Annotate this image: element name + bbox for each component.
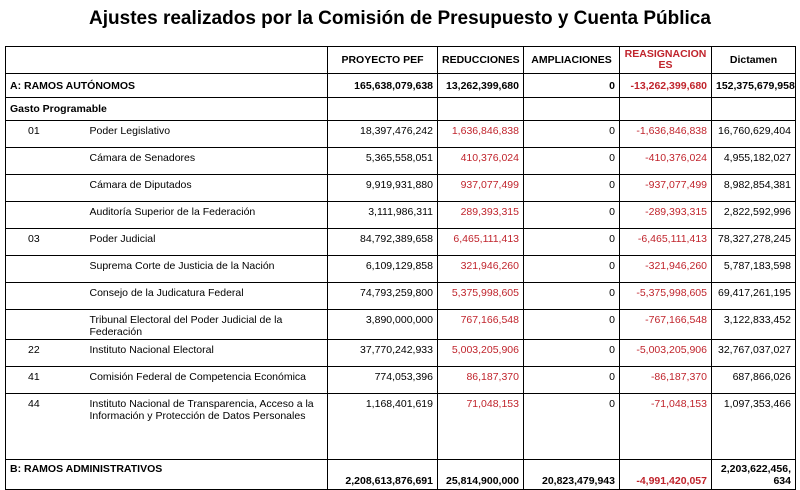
row-dictamen: 8,982,854,381 — [712, 175, 796, 202]
row-reducciones: 767,166,548 — [438, 310, 524, 340]
table-row — [6, 310, 796, 340]
row-ampliaciones: 0 — [524, 340, 620, 367]
row-name: Consejo de la Judicatura Federal — [76, 283, 328, 310]
row-ampliaciones: 0 — [524, 367, 620, 394]
row-reasignaciones: -289,393,315 — [620, 202, 712, 229]
row-reasignaciones: -767,166,548 — [620, 310, 712, 340]
table-row — [6, 229, 796, 256]
row-reasignaciones: -410,376,024 — [620, 148, 712, 175]
row-proyecto: 774,053,396 — [328, 367, 438, 394]
header-proyecto: PROYECTO PEF — [328, 47, 438, 74]
row-proyecto: 9,919,931,880 — [328, 175, 438, 202]
row-dictamen: 687,866,026 — [712, 367, 796, 394]
row-code — [6, 202, 76, 229]
gasto-programable-label: Gasto Programable — [6, 98, 328, 121]
row-reducciones: 86,187,370 — [438, 367, 524, 394]
section-a-dictamen: 152,375,679,958 — [712, 74, 796, 98]
empty-cell — [328, 98, 438, 121]
row-code: 01 — [6, 121, 76, 148]
empty-cell — [712, 98, 796, 121]
row-dictamen: 69,417,261,195 — [712, 283, 796, 310]
row-name: Comisión Federal de Competencia Económica — [76, 367, 328, 394]
row-proyecto: 3,890,000,000 — [328, 310, 438, 340]
section-a-ampliaciones: 0 — [524, 74, 620, 98]
row-ampliaciones: 0 — [524, 310, 620, 340]
row-name: Suprema Corte de Justicia de la Nación — [76, 256, 328, 283]
section-a-reducciones: 13,262,399,680 — [438, 74, 524, 98]
row-proyecto: 84,792,389,658 — [328, 229, 438, 256]
section-b-label: B: RAMOS ADMINISTRATIVOS — [6, 460, 328, 490]
row-code: 44 — [6, 394, 76, 460]
header-reasignaciones: REASIGNACIONES — [620, 47, 712, 74]
row-dictamen: 2,822,592,996 — [712, 202, 796, 229]
row-code — [6, 175, 76, 202]
row-reasignaciones: -1,636,846,838 — [620, 121, 712, 148]
row-reducciones: 321,946,260 — [438, 256, 524, 283]
row-name: Auditoría Superior de la Federación — [76, 202, 328, 229]
row-reducciones: 71,048,153 — [438, 394, 524, 460]
row-dictamen: 32,767,037,027 — [712, 340, 796, 367]
table-row — [6, 148, 796, 175]
row-code — [6, 283, 76, 310]
row-ampliaciones: 0 — [524, 256, 620, 283]
row-reasignaciones: -937,077,499 — [620, 175, 712, 202]
empty-cell — [524, 98, 620, 121]
row-dictamen: 78,327,278,245 — [712, 229, 796, 256]
header-reducciones: REDUCCIONES — [438, 47, 524, 74]
row-proyecto: 37,770,242,933 — [328, 340, 438, 367]
row-code — [6, 148, 76, 175]
section-a-label: A: RAMOS AUTÓNOMOS — [6, 74, 328, 98]
row-ampliaciones: 0 — [524, 175, 620, 202]
row-proyecto: 1,168,401,619 — [328, 394, 438, 460]
row-reducciones: 5,003,205,906 — [438, 340, 524, 367]
section-a-reasignaciones: -13,262,399,680 — [620, 74, 712, 98]
row-name: Instituto Nacional de Transparencia, Acceso a la Información y Protección de Datos Personales — [76, 394, 328, 460]
row-ampliaciones: 0 — [524, 229, 620, 256]
section-b-reducciones: 25,814,900,000 — [438, 460, 524, 490]
row-dictamen: 4,955,182,027 — [712, 148, 796, 175]
row-dictamen: 3,122,833,452 — [712, 310, 796, 340]
row-reducciones: 6,465,111,413 — [438, 229, 524, 256]
row-reducciones: 937,077,499 — [438, 175, 524, 202]
row-name: Poder Legislativo — [76, 121, 328, 148]
table-row — [6, 121, 796, 148]
section-a-proyecto: 165,638,079,638 — [328, 74, 438, 98]
row-reasignaciones: -86,187,370 — [620, 367, 712, 394]
header-dictamen: Dictamen — [712, 47, 796, 74]
row-name: Tribunal Electoral del Poder Judicial de la Federación — [76, 310, 328, 340]
table-row — [6, 202, 796, 229]
budget-adjustments-table — [5, 46, 796, 490]
row-code: 03 — [6, 229, 76, 256]
row-reasignaciones: -71,048,153 — [620, 394, 712, 460]
row-code: 41 — [6, 367, 76, 394]
table-row — [6, 340, 796, 367]
row-reducciones: 5,375,998,605 — [438, 283, 524, 310]
row-reasignaciones: -321,946,260 — [620, 256, 712, 283]
row-code — [6, 310, 76, 340]
row-reducciones: 1,636,846,838 — [438, 121, 524, 148]
row-ampliaciones: 0 — [524, 283, 620, 310]
row-proyecto: 18,397,476,242 — [328, 121, 438, 148]
section-b-dictamen: 2,203,622,456,634 — [712, 460, 796, 490]
section-b-proyecto: 2,208,613,876,691 — [328, 460, 438, 490]
row-proyecto: 74,793,259,800 — [328, 283, 438, 310]
empty-cell — [438, 98, 524, 121]
gasto-programable-row — [6, 98, 796, 121]
row-name: Cámara de Diputados — [76, 175, 328, 202]
row-proyecto: 6,109,129,858 — [328, 256, 438, 283]
table-row — [6, 175, 796, 202]
row-reasignaciones: -5,375,998,605 — [620, 283, 712, 310]
section-b-row — [6, 460, 796, 490]
row-proyecto: 3,111,986,311 — [328, 202, 438, 229]
row-reasignaciones: -6,465,111,413 — [620, 229, 712, 256]
row-code: 22 — [6, 340, 76, 367]
row-reasignaciones: -5,003,205,906 — [620, 340, 712, 367]
row-name: Instituto Nacional Electoral — [76, 340, 328, 367]
row-ampliaciones: 0 — [524, 121, 620, 148]
row-reducciones: 289,393,315 — [438, 202, 524, 229]
section-b-reasignaciones: -4,991,420,057 — [620, 460, 712, 490]
row-ampliaciones: 0 — [524, 202, 620, 229]
table-row — [6, 367, 796, 394]
table-row — [6, 283, 796, 310]
empty-cell — [620, 98, 712, 121]
row-dictamen: 1,097,353,466 — [712, 394, 796, 460]
row-name: Poder Judicial — [76, 229, 328, 256]
row-name: Cámara de Senadores — [76, 148, 328, 175]
row-reducciones: 410,376,024 — [438, 148, 524, 175]
row-ampliaciones: 0 — [524, 394, 620, 460]
header-blank — [6, 47, 328, 74]
header-row — [6, 47, 796, 74]
row-dictamen: 16,760,629,404 — [712, 121, 796, 148]
row-ampliaciones: 0 — [524, 148, 620, 175]
row-proyecto: 5,365,558,051 — [328, 148, 438, 175]
section-b-ampliaciones: 20,823,479,943 — [524, 460, 620, 490]
header-ampliaciones: AMPLIACIONES — [524, 47, 620, 74]
table-row — [6, 256, 796, 283]
row-code — [6, 256, 76, 283]
page-title: Ajustes realizados por la Comisión de Presupuesto y Cuenta Pública — [89, 8, 711, 29]
row-dictamen: 5,787,183,598 — [712, 256, 796, 283]
section-a-row — [6, 74, 796, 98]
